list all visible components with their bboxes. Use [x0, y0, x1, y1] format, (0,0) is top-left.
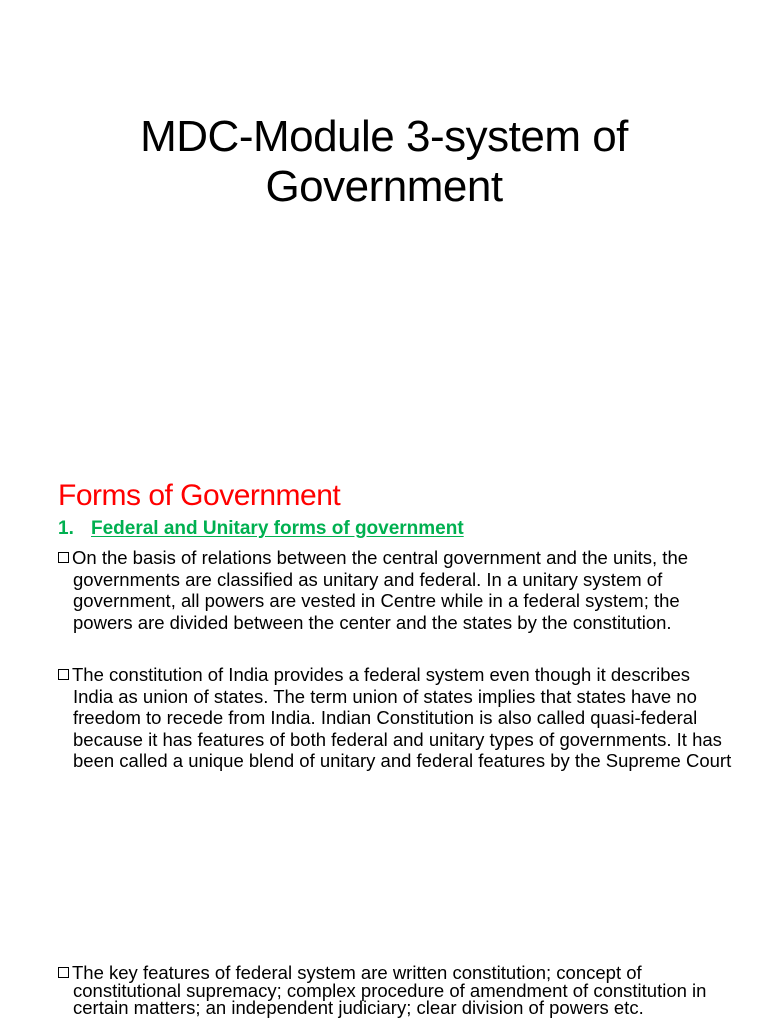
- bullet-paragraph: [58, 547, 733, 633]
- section-heading: Forms of Government: [58, 479, 341, 512]
- item-number: 1.: [58, 518, 74, 539]
- bullet-paragraph: [58, 664, 733, 772]
- checkbox-bullet-icon: [58, 669, 69, 680]
- numbered-item: [58, 516, 464, 542]
- item-label: Federal and Unitary forms of government: [91, 518, 464, 539]
- bullet-text: The key features of federal system are written constitution; concept of constitutional supremacy; complex procedure of amendment of constitution in certain matters; an independent judiciary; clear division of powers etc.: [72, 962, 707, 1018]
- bullet-text: On the basis of relations between the central government and the units, the governments are classified as unitary and federal. In a unitary system of government, all powers are vested in Centre while in a federal system; the powers are divided between the center and the states by the constitution.: [72, 547, 689, 633]
- slide-title: MDC-Module 3-system of Government: [140, 112, 628, 211]
- bullet-paragraph: [58, 964, 733, 1017]
- checkbox-bullet-icon: [58, 967, 69, 978]
- checkbox-bullet-icon: [58, 552, 69, 563]
- bullet-text: The constitution of India provides a federal system even though it describes India as union of states. The term union of states implies that states have no freedom to recede from India. Indian Constitution is also called quasi-federal because it has features of both federal and unitary types of governments. It has been called a unique blend of unitary and federal features by the Supreme Court: [72, 664, 732, 772]
